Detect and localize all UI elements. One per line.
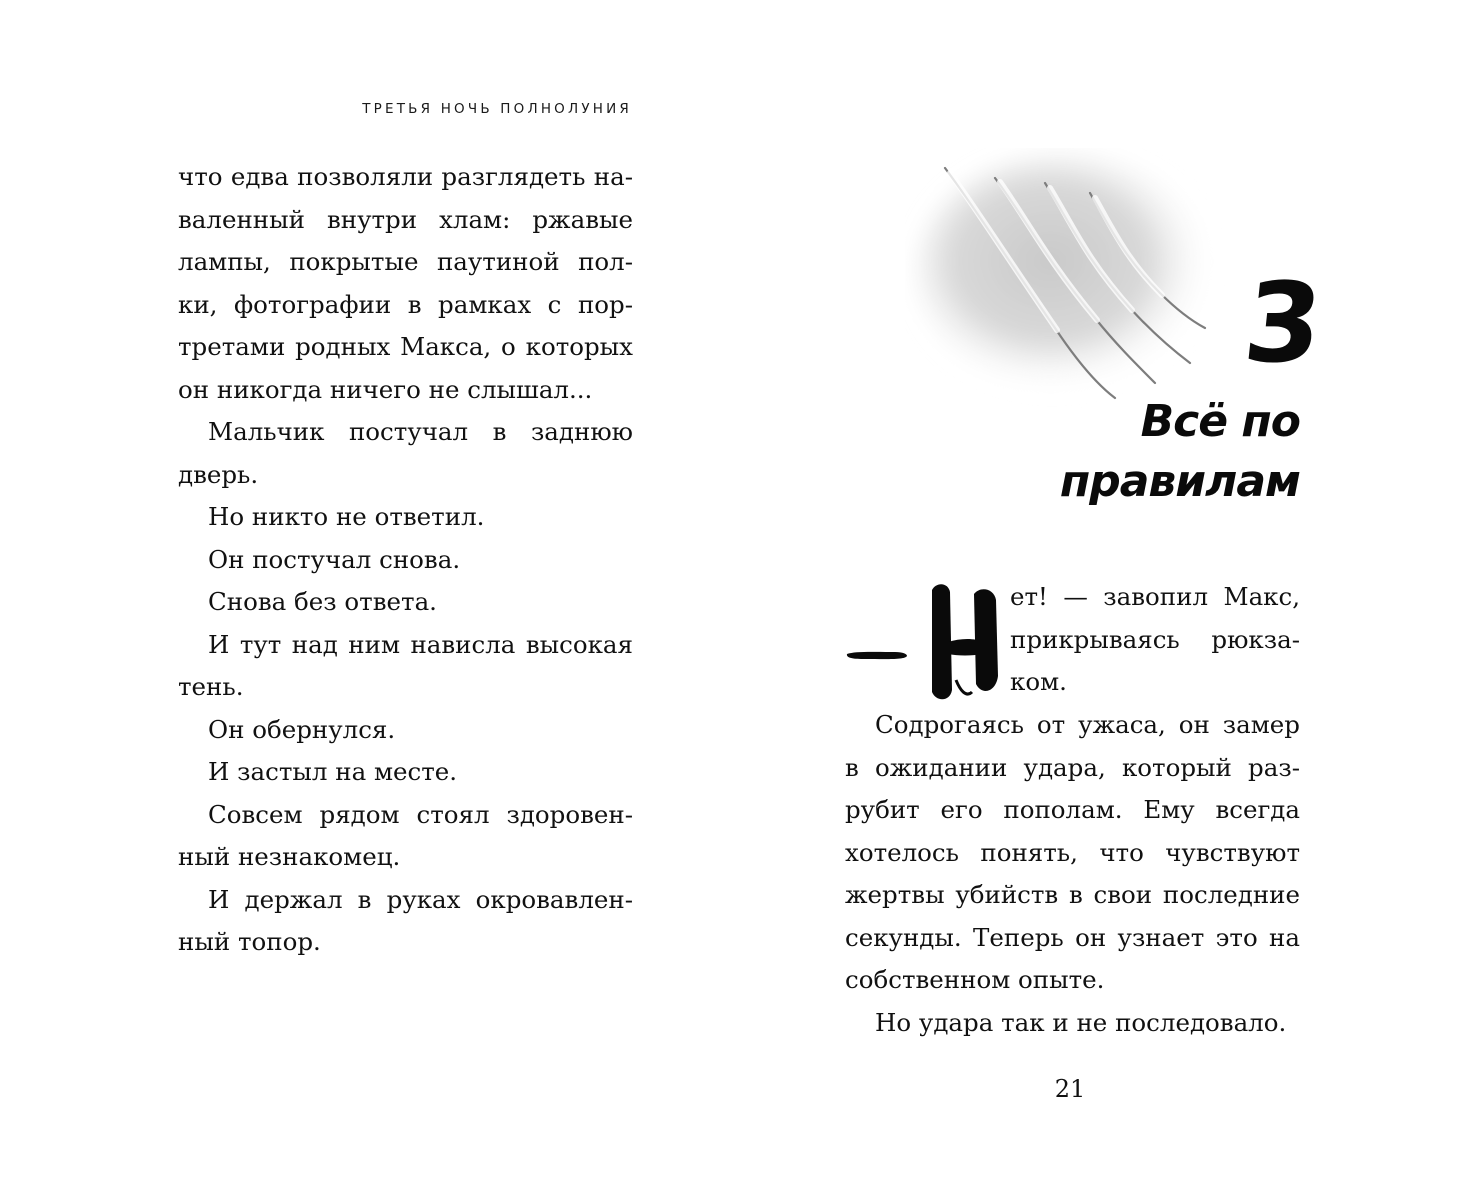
page-number: 21 bbox=[1054, 1075, 1086, 1103]
drop-cap-lines bbox=[1010, 576, 1300, 704]
paragraph: И тут над ним нависла высокая тень. bbox=[178, 629, 633, 701]
paragraph: И застыл на месте. bbox=[208, 757, 458, 786]
paragraph: Но никто не ответил. bbox=[208, 502, 485, 531]
chapter-number: 3 bbox=[1238, 259, 1329, 387]
paragraph: И держал в руках окровавлен-ный топор. bbox=[178, 884, 633, 956]
paragraph: Мальчик постучал в заднюю дверь. bbox=[178, 417, 633, 489]
running-head: ТРЕТЬЯ НОЧЬ ПОЛНОЛУНИЯ bbox=[362, 101, 632, 117]
claw-marks-icon bbox=[905, 148, 1225, 408]
paragraph: что едва позволяли разглядеть на-валенный внутри хлам: ржавые лампы, покрытые паутиной пол-ки, фотографии в рамках с пор-третами родных Макса, о которых он никогда ничего не слышал... bbox=[178, 162, 633, 404]
first-line: прикрываясь рюкза- bbox=[1010, 624, 1300, 654]
paragraph: Он постучал снова. bbox=[208, 544, 461, 574]
paragraph: Но удара так и не последовало. bbox=[875, 1007, 1287, 1037]
paragraph: Совсем рядом стоял здоровен-ный незнакомец. bbox=[178, 799, 633, 871]
paragraph: Содрогаясь от ужаса, он замер в ожидании удара, который раз-рубит его пополам. Ему всегда хотелось понять, что чувствуют жертвы убийств в свои последние секунды. Теперь он узнает это на собственном опыте. bbox=[845, 710, 1300, 994]
drop-cap-letter bbox=[926, 580, 1002, 704]
first-line: ет! — завопил Макс, bbox=[1010, 582, 1300, 611]
right-page-text bbox=[845, 704, 1300, 1044]
first-line: ком. bbox=[1010, 667, 1067, 696]
chapter-title: Всё по правилам bbox=[1059, 396, 1300, 507]
paragraph: Он обернулся. bbox=[208, 714, 396, 744]
left-page-text bbox=[178, 156, 633, 964]
paragraph: Снова без ответа. bbox=[208, 587, 437, 616]
drop-cap-dash bbox=[845, 648, 909, 662]
